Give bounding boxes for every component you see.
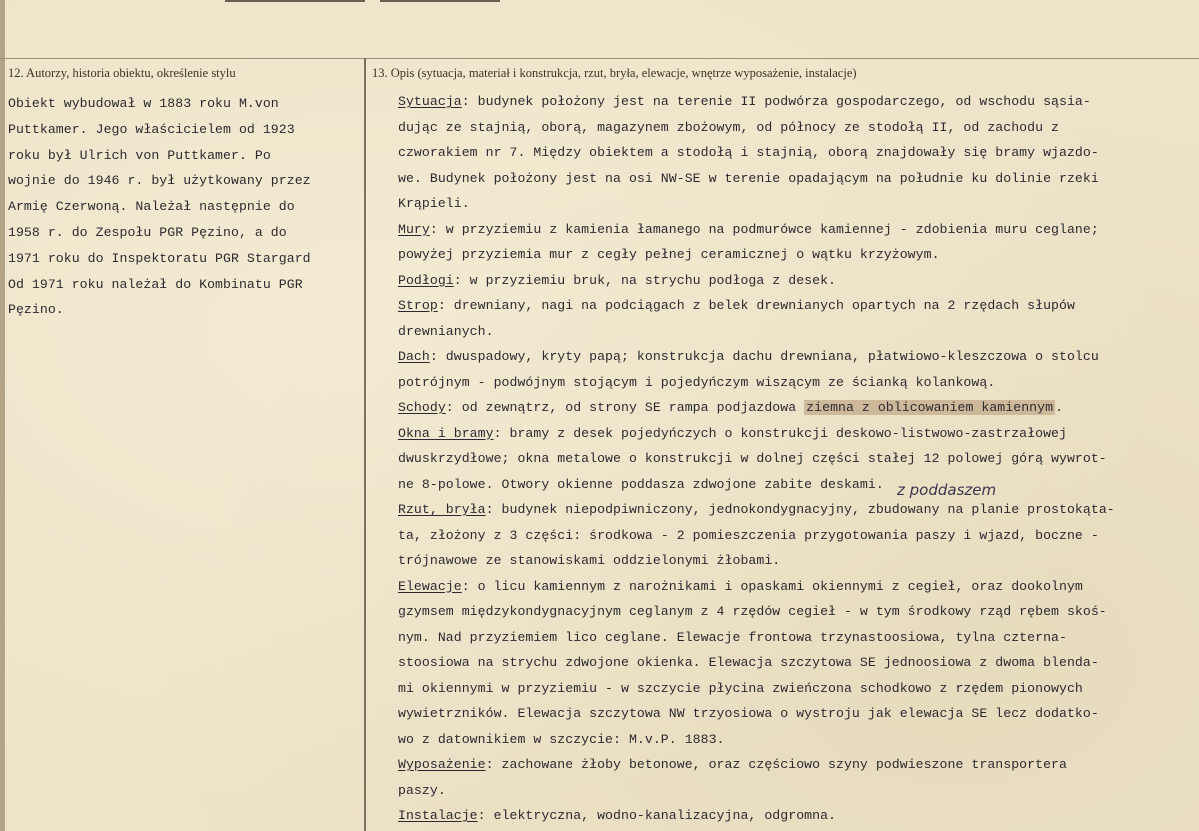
description-line	[398, 599, 1188, 625]
description-line	[398, 242, 1188, 268]
description-line	[398, 548, 1188, 574]
description-line	[398, 727, 1188, 753]
description-text-run: stoosiowa na strychu zdwojone okienka. Elewacja szczytowa SE jednoosiowa z dwoma blenda-	[398, 655, 1099, 670]
section-12-header: 12. Autorzy, historia obiektu, określenie stylu	[8, 66, 236, 80]
description-text-run: paszy.	[398, 782, 446, 798]
section-label: Okna i bramy	[398, 425, 494, 441]
highlighted-text: ziemna z oblicowaniem kamiennym	[806, 400, 1054, 415]
description-line	[398, 140, 1188, 166]
description-line	[398, 574, 1188, 600]
description-line	[398, 115, 1188, 141]
section-label: Instalacje	[398, 808, 478, 823]
description-line	[398, 625, 1188, 651]
description-line	[398, 472, 1188, 498]
section-label: Dach	[398, 349, 430, 364]
description-text-run: : elektryczna, wodno-kanalizacyjna, odgromna.	[477, 808, 837, 823]
description-line	[398, 217, 1188, 243]
description-line	[398, 803, 1188, 829]
description-text-run: nym. Nad przyziemiem lico ceglane. Elewacje frontowa trzynastoosiowa, tylna czterna-	[398, 629, 1067, 645]
description-line	[398, 778, 1188, 804]
description-line	[398, 497, 1188, 523]
description-line	[398, 319, 1188, 345]
description-line	[398, 701, 1188, 727]
description-line	[398, 89, 1188, 115]
description-line	[398, 446, 1188, 472]
description-text-run: dując ze stajnią, oborą, magazynem zbożowym, od północy ze stodołą II, od zachodu z	[398, 119, 1059, 135]
description-text-run: : budynek niepodpiwniczony, jednokondygnacyjny, zbudowany na planie prostokąta-	[485, 502, 1115, 517]
section-label: Wyposażenie	[398, 757, 486, 772]
description-text-run: : budynek położony jest na terenie II podwórza gospodarczego, od wschodu sąsia-	[461, 94, 1091, 109]
section-label: Rzut, bryła	[398, 502, 486, 517]
description-text-run: gzymsem międzykondygnacyjnym ceglanym z 4 rzędów cegieł - w tym środkowy rząd rębem skoś-	[398, 604, 1107, 619]
history-line: Puttkamer. Jego właścicielem od 1923	[8, 121, 295, 137]
description-text-run: : od zewnątrz, od strony SE rampa podjazdowa	[445, 400, 805, 415]
description-text-run: : dwuspadowy, kryty papą; konstrukcja dachu drewniana, płatwiowo-kleszczowa o stolcu	[429, 349, 1099, 364]
description-text-run: trójnawowe ze stanowiskami oddzielonymi żłobami.	[398, 553, 781, 568]
header-divider	[0, 58, 1199, 59]
description-text-run: wywietrzników. Elewacja szczytowa NW trzyosiowa o wystroju jak elewacja SE lecz dodatko-	[398, 706, 1099, 721]
history-line: Obiekt wybudował w 1883 roku M.von	[8, 96, 279, 111]
section-13-header: 13. Opis (sytuacja, materiał i konstrukcja, rzut, bryła, elewacje, wnętrze wyposażenie, instalacje)	[372, 66, 857, 80]
section-label: Schody	[398, 400, 446, 415]
description-text-run: wo z datownikiem w szczycie: M.v.P. 1883.	[398, 731, 725, 747]
history-line: Od 1971 roku należał do Kombinatu PGR	[8, 276, 303, 292]
description-text-run: : w przyziemiu z kamienia łamanego na podmurówce kamiennej - zdobienia muru ceglane;	[429, 221, 1099, 237]
top-rule-left	[225, 0, 365, 2]
description-line	[398, 395, 1188, 421]
description-text	[398, 89, 1188, 829]
history-line: 1971 roku do Inspektoratu PGR Stargard	[8, 250, 311, 266]
section-label: Podłogi	[398, 272, 454, 288]
description-line	[398, 421, 1188, 447]
description-line	[398, 676, 1188, 702]
handwritten-annotation: z poddaszem	[897, 481, 997, 499]
history-line: Armię Czerwoną. Należał następnie do	[8, 199, 295, 215]
description-text-run: dwuskrzydłowe; okna metalowe o konstrukcji w dolnej części stałej 12 polowej górą wywrot-	[398, 451, 1107, 466]
description-text-run: czworakiem nr 7. Między obiektem a stodołą i stajnią, oborą znajdowały się bramy wjazdo-	[398, 145, 1099, 160]
section-label: Elewacje	[398, 578, 462, 594]
description-line	[398, 344, 1188, 370]
history-line: 1958 r. do Zespołu PGR Pęzino, a do	[8, 224, 287, 240]
description-line	[398, 752, 1188, 778]
column-divider	[364, 58, 366, 831]
description-text-run: mi okiennymi w przyziemiu - w szczycie płycina zwieńczona schodkowo z rzędem pionowych	[398, 680, 1083, 696]
description-line	[398, 650, 1188, 676]
description-line	[398, 293, 1188, 319]
description-text-run: Krąpieli.	[398, 196, 470, 211]
description-text-run: ne 8-polowe. Otwory okienne poddasza zdwojone zabite deskami.	[398, 476, 884, 492]
description-text-run: : o licu kamiennym z narożnikami i opaskami okiennymi z cegieł, oraz dookolnym	[461, 578, 1083, 594]
section-label: Strop	[398, 298, 438, 313]
top-rule-right	[380, 0, 500, 2]
description-text-run: we. Budynek położony jest na osi NW-SE w terenie opadającym na południe ku dolinie rzeki	[398, 170, 1099, 186]
description-text-run: ta, złożony z 3 części: środkowa - 2 pomieszczenia przygotowania paszy i wjazd, boczne -	[398, 527, 1099, 543]
description-text-run: : bramy z desek pojedyńczych o konstrukcji deskowo-listwowo-zastrzałowej	[493, 425, 1067, 441]
description-text-run: : w przyziemiu bruk, na strychu podłoga z desek.	[453, 272, 837, 288]
section-label: Mury	[398, 221, 430, 237]
history-text	[8, 91, 360, 323]
history-line: wojnie do 1946 r. był użytkowany przez	[8, 173, 311, 189]
history-line: roku był Ulrich von Puttkamer. Po	[8, 147, 271, 163]
description-line	[398, 166, 1188, 192]
section-label: Sytuacja	[398, 94, 462, 109]
description-line	[398, 191, 1188, 217]
description-text-tail: .	[1055, 400, 1064, 415]
history-line: Pęzino.	[8, 302, 64, 318]
description-line	[398, 268, 1188, 294]
description-text-run: powyżej przyziemia mur z cegły pełnej ceramicznej o wątku krzyżowym.	[398, 247, 940, 262]
card-left-edge	[0, 0, 5, 831]
description-line	[398, 523, 1188, 549]
description-line	[398, 370, 1188, 396]
description-text-run: : drewniany, nagi na podciągach z belek drewnianych opartych na 2 rzędach słupów	[437, 298, 1075, 313]
description-text-run: drewnianych.	[398, 323, 494, 339]
description-text-run: : zachowane żłoby betonowe, oraz częściowo szyny podwieszone transportera	[485, 757, 1067, 772]
description-text-run: potrójnym - podwójnym stojącym i pojedyńczym wiszącym ze ścianką kolankową.	[398, 374, 996, 390]
